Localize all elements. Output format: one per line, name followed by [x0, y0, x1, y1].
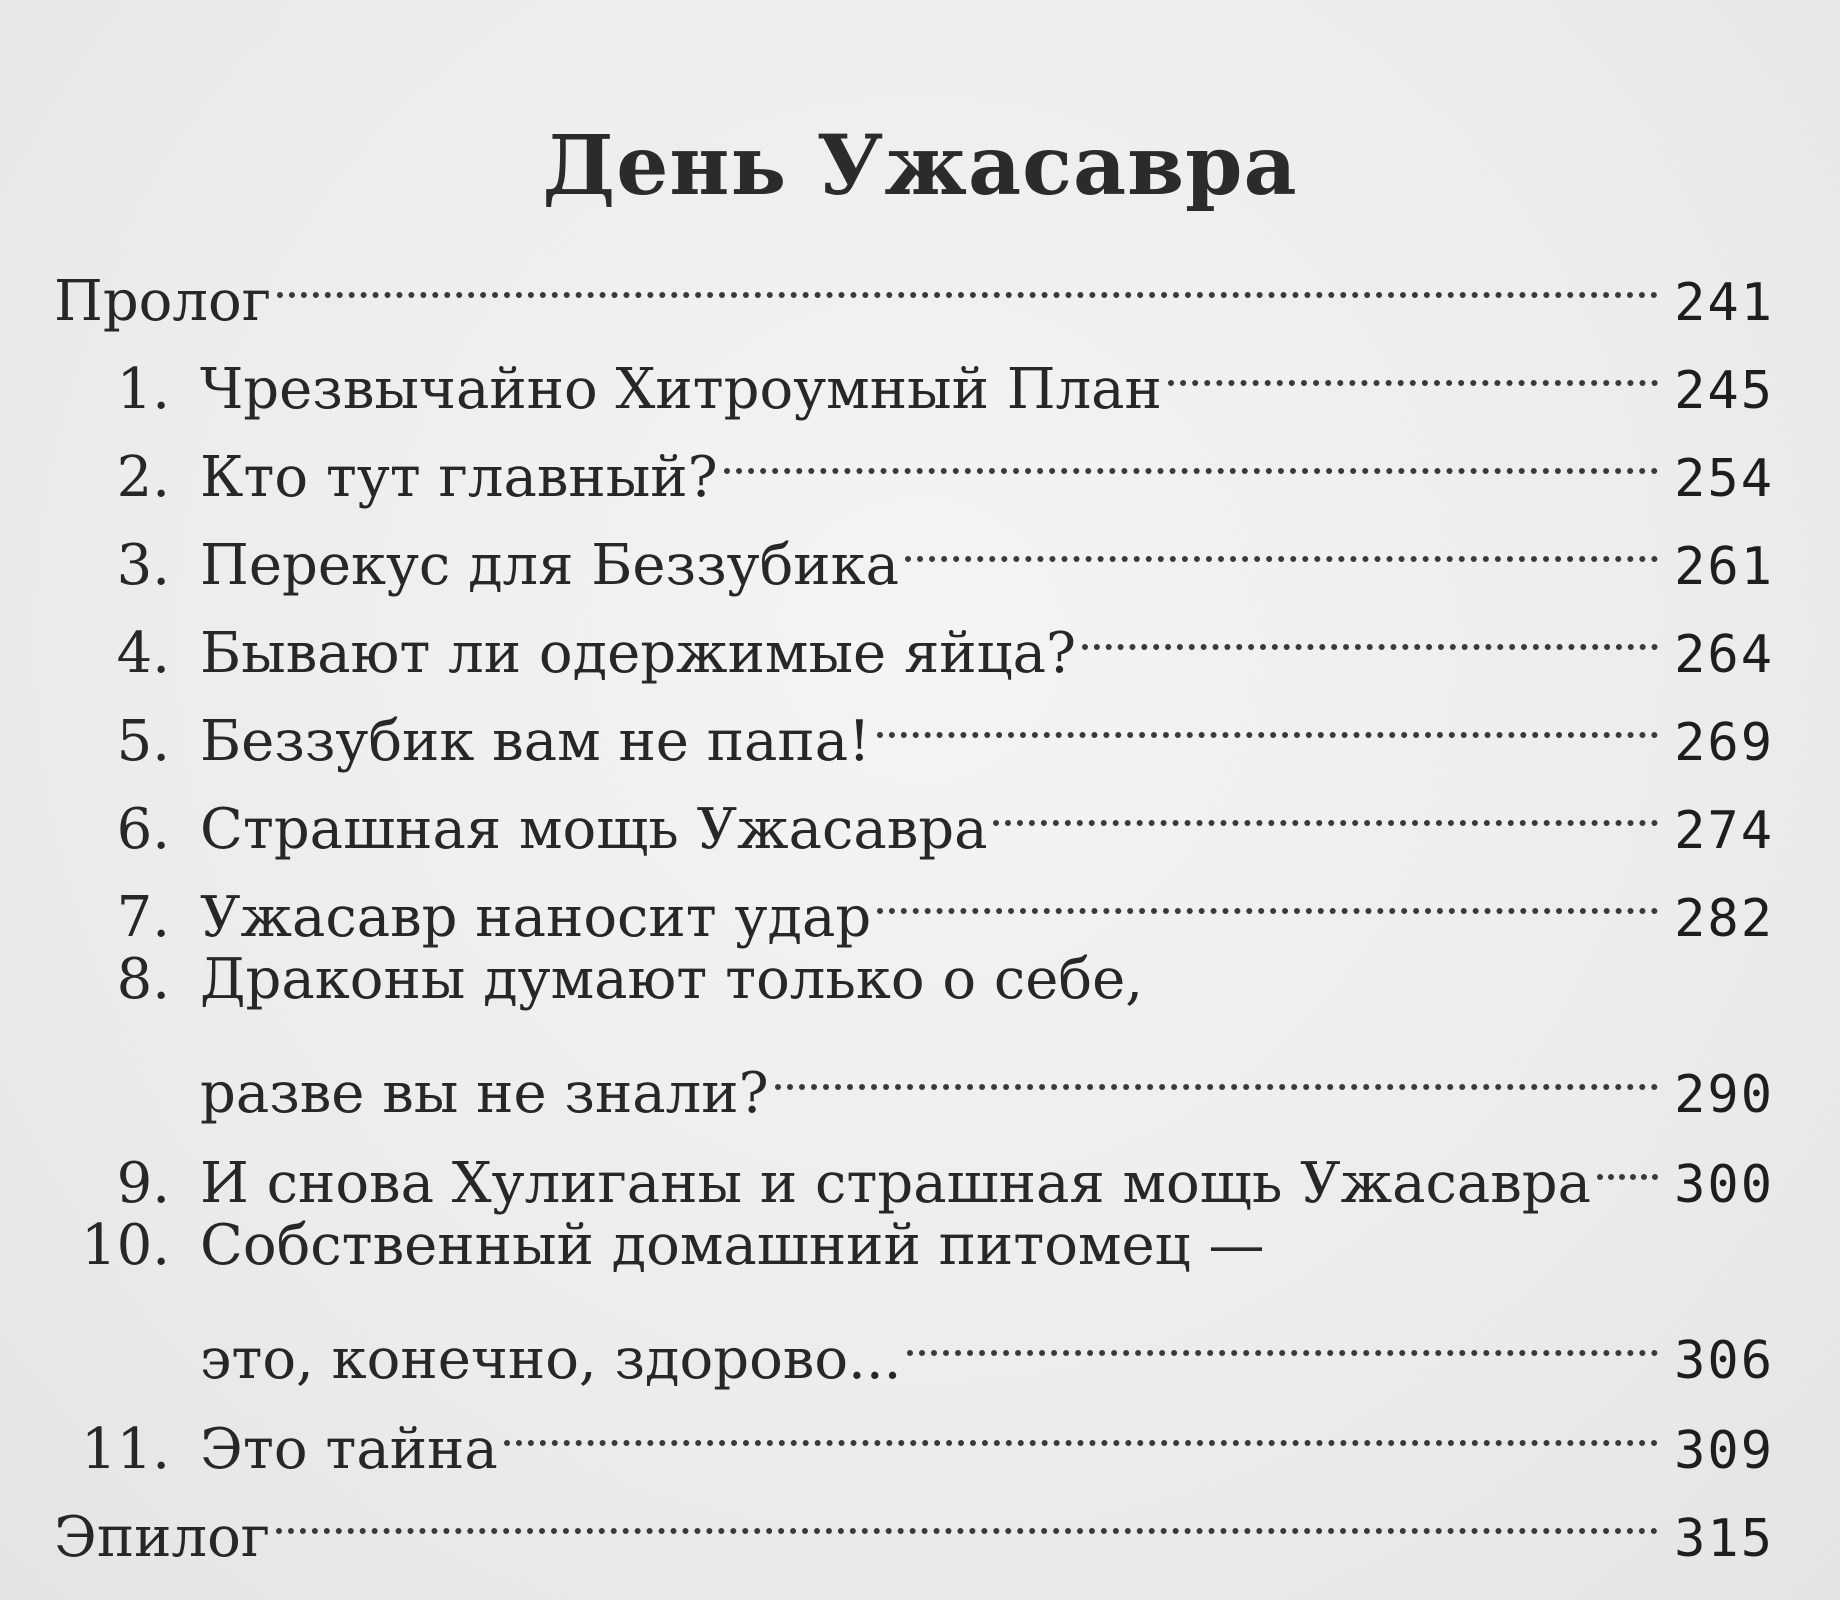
- dot-leader: [1597, 1114, 1658, 1202]
- toc-page-number: 254: [1674, 449, 1774, 509]
- toc-page-number: 269: [1674, 713, 1774, 773]
- toc-page-number: 306: [1674, 1331, 1774, 1391]
- toc-entry-1: [54, 320, 1774, 422]
- toc-page-number: 309: [1674, 1421, 1774, 1481]
- toc-entry-label: Беззубик вам не папа!: [200, 709, 871, 774]
- dot-leader: [724, 408, 1658, 496]
- toc-page-number: 274: [1674, 801, 1774, 861]
- chapter-number: 5.: [116, 709, 170, 774]
- dot-leader: [993, 760, 1658, 848]
- dot-leader: [775, 1024, 1658, 1112]
- dot-leader: [504, 1380, 1658, 1468]
- table-of-contents: [54, 232, 1774, 1570]
- toc-entry-label: Пролог: [54, 269, 272, 334]
- chapter-number: 3.: [116, 533, 170, 598]
- toc-entry-label: И снова Хулиганы и страшная мощь Ужасавра: [200, 1151, 1592, 1216]
- toc-entry-label: Собственный домашний питомец —: [200, 1213, 1265, 1278]
- toc-entry-label: Ужасавр наносит удар: [200, 885, 872, 950]
- toc-entry-10-continued: [54, 1290, 1774, 1392]
- toc-entry-label: Бывают ли одержимые яйца?: [200, 621, 1077, 686]
- dot-leader: [1082, 584, 1658, 672]
- toc-page-number: 315: [1674, 1509, 1774, 1569]
- toc-entry-8: [54, 936, 1774, 1024]
- toc-entry-label-continued: это, конечно, здорово...: [200, 1327, 902, 1392]
- toc-entry-label: Перекус для Беззубика: [200, 533, 900, 598]
- chapter-number: 11.: [80, 1417, 170, 1482]
- chapter-number: 8.: [116, 947, 170, 1012]
- toc-page-number: 245: [1674, 361, 1774, 421]
- toc-entry-label-continued: разве вы не знали?: [200, 1061, 769, 1126]
- page-title: День Ужасавра: [542, 118, 1298, 214]
- chapter-number: 1.: [116, 357, 170, 422]
- chapter-number: 6.: [116, 797, 170, 862]
- toc-page-number: 241: [1674, 273, 1774, 333]
- toc-page-number: 300: [1674, 1155, 1774, 1215]
- dot-leader: [905, 496, 1658, 584]
- dot-leader: [1168, 320, 1658, 408]
- toc-entry-label: Кто тут главный?: [200, 445, 718, 510]
- toc-entry-label: Это тайна: [200, 1417, 498, 1482]
- chapter-number: 10.: [80, 1213, 170, 1278]
- chapter-number: 2.: [116, 445, 170, 510]
- toc-page-number: 282: [1674, 889, 1774, 949]
- toc-page-number: 290: [1674, 1065, 1774, 1125]
- dot-leader: [276, 1468, 1658, 1556]
- dot-leader: [877, 672, 1658, 760]
- toc-entry-label: Страшная мощь Ужасавра: [200, 797, 988, 862]
- chapter-number: 4.: [116, 621, 170, 686]
- chapter-number: 9.: [116, 1151, 170, 1216]
- toc-entry-prologue: [54, 232, 1774, 334]
- toc-page-number: 264: [1674, 625, 1774, 685]
- toc-entry-epilogue: [54, 1468, 1774, 1570]
- chapter-number: 7.: [116, 885, 170, 950]
- toc-page-number: 261: [1674, 537, 1774, 597]
- toc-entry-label: Эпилог: [54, 1505, 271, 1570]
- toc-entry-label: Чрезвычайно Хитроумный План: [200, 357, 1162, 422]
- dot-leader: [877, 848, 1658, 936]
- dot-leader: [277, 232, 1658, 320]
- toc-entry-label: Драконы думают только о себе,: [200, 947, 1144, 1012]
- toc-entry-8-continued: [54, 1024, 1774, 1126]
- dot-leader: [907, 1290, 1658, 1378]
